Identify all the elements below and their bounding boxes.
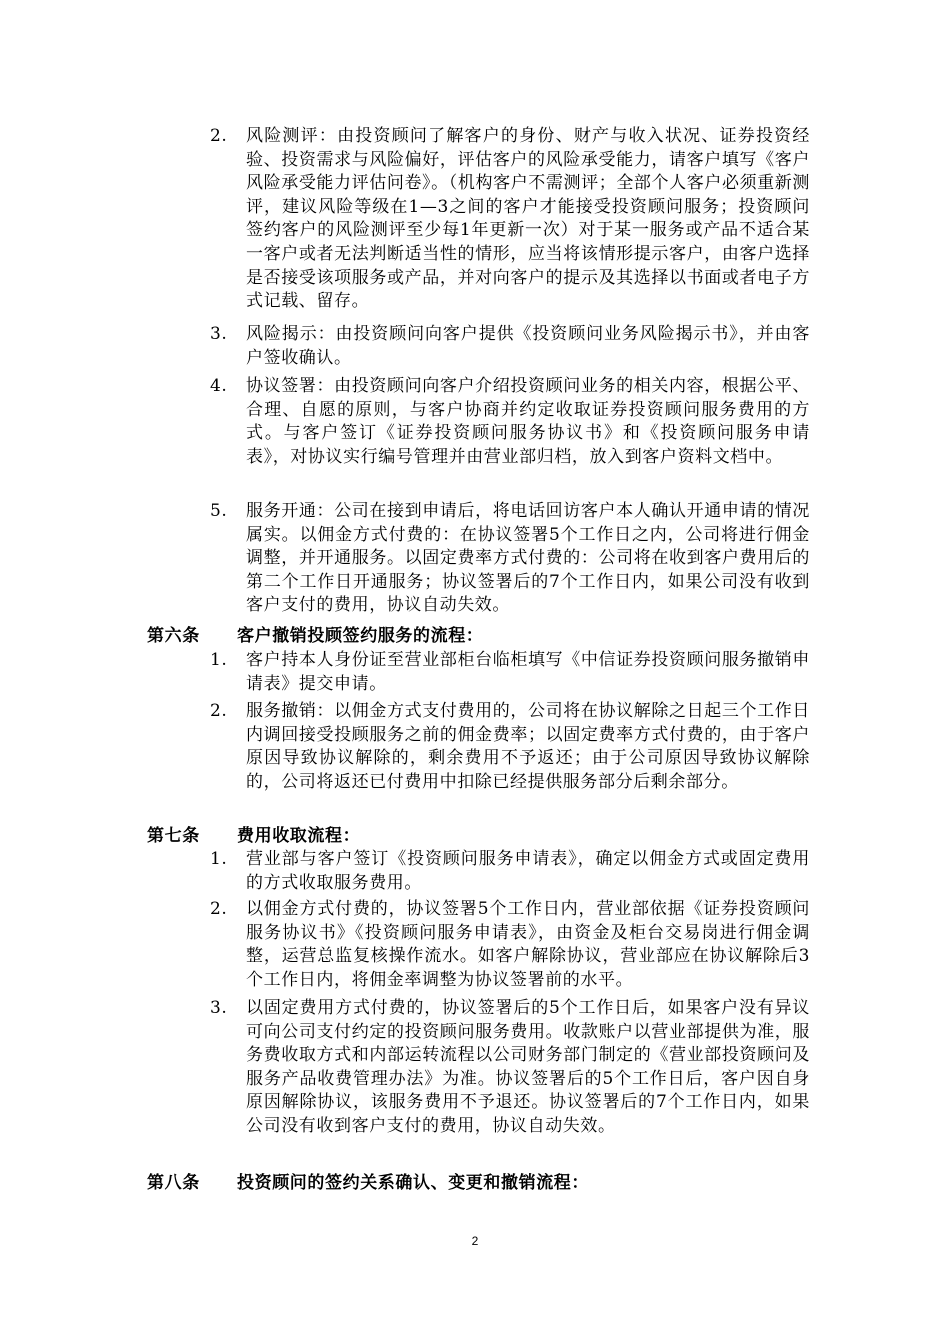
article-label: 第八条	[147, 1173, 200, 1193]
list-item-text: 客户持本人身份证至营业部柜台临柜填写《中信证券投资顾问服务撤销申请表》提交申请。	[246, 650, 810, 694]
list-item-number: 1.	[210, 650, 228, 670]
list-item-number: 3.	[210, 998, 228, 1018]
list-item-number: 2.	[210, 701, 228, 721]
list-item-service-cancellation	[210, 700, 810, 794]
article-title: 投资顾问的签约关系确认、变更和撤销流程：	[237, 1173, 589, 1193]
list-item-text: 风险揭示：由投资顾问向客户提供《投资顾问业务风险揭示书》，并由客户签收确认。	[246, 324, 810, 368]
list-item-commission-fee	[210, 898, 810, 992]
article-heading-8	[147, 1171, 807, 1195]
list-item-text: 服务撤销：以佣金方式支付费用的，公司将在协议解除之日起三个工作日内调回接受投顾服务之前的佣金费率；以固定费率方式付费的，由于客户原因导致协议解除的，剩余费用不予返还；由于公司原因导致协议解除的，公司将返还已付费用中扣除已经提供服务部分后剩余部分。	[246, 701, 810, 792]
list-item-text: 以固定费用方式付费的，协议签署后的5个工作日后，如果客户没有异议可向公司支付约定的投资顾问服务费用。收款账户以营业部提供为准，服务费收取方式和内部运转流程以公司财务部门制定的《营业部投资顾问及服务产品收费管理办法》为准。协议签署后的5个工作日后，客户因自身原因解除协议，该服务费用不予退还。协议签署后的7个工作日内，如果公司没有收到客户支付的费用，协议自动失效。	[246, 998, 810, 1136]
list-item-text: 风险测评：由投资顾问了解客户的身份、财产与收入状况、证券投资经验、投资需求与风险偏好，评估客户的风险承受能力，请客户填写《客户风险承受能力评估问卷》。（机构客户不需测评；全部个人客户必须重新测评，建议风险等级在1—3之间的客户才能接受投资顾问服务；投资顾问签约客户的风险测评至少每1年更新一次）对于某一服务或产品不适合某一客户或者无法判断适当性的情形，应当将该情形提示客户，由客户选择是否接受该项服务或产品，并对向客户的提示及其选择以书面或者电子方式记载、留存。	[246, 126, 810, 312]
list-item-number: 2.	[210, 899, 228, 919]
list-item-number: 3.	[210, 324, 228, 344]
list-item-service-activation	[210, 500, 810, 618]
article-title: 费用收取流程：	[237, 826, 361, 846]
page-number: 2	[471, 1234, 479, 1248]
list-item-number: 5.	[210, 501, 228, 521]
list-item-risk-disclosure	[210, 323, 810, 370]
article-label: 第六条	[147, 626, 200, 646]
article-label: 第七条	[147, 826, 200, 846]
list-item-fixed-fee	[210, 997, 810, 1139]
list-item-risk-assessment	[210, 125, 810, 314]
list-item-cancel-request	[210, 649, 810, 696]
list-item-text: 服务开通：公司在接到申请后，将电话回访客户本人确认开通申请的情况属实。以佣金方式付费的：在协议签署5个工作日之内，公司将进行佣金调整，并开通服务。以固定费率方式付费的：公司将在收到客户费用后的第二个工作日开通服务；协议签署后的7个工作日内，如果公司没有收到客户支付的费用，协议自动失效。	[246, 501, 810, 616]
list-item-fee-agreement	[210, 848, 810, 895]
list-item-text: 协议签署：由投资顾问向客户介绍投资顾问业务的相关内容，根据公平、合理、自愿的原则，与客户协商并约定收取证券投资顾问服务费用的方式。与客户签订《证券投资顾问服务协议书》和《投资顾问服务申请表》，对协议实行编号管理并由营业部归档，放入到客户资料文档中。	[246, 376, 810, 467]
article-heading-7	[147, 824, 807, 848]
list-item-number: 1.	[210, 849, 228, 869]
list-item-text: 以佣金方式付费的，协议签署5个工作日内，营业部依据《证券投资顾问服务协议书》《投资顾问服务申请表》，由资金及柜台交易岗进行佣金调整，运营总监复核操作流水。如客户解除协议，营业部应在协议解除后3个工作日内，将佣金率调整为协议签署前的水平。	[246, 899, 810, 990]
article-title: 客户撤销投顾签约服务的流程：	[237, 626, 484, 646]
list-item-agreement-signing	[210, 375, 810, 469]
list-item-number: 2.	[210, 126, 228, 146]
list-item-text: 营业部与客户签订《投资顾问服务申请表》，确定以佣金方式或固定费用的方式收取服务费用。	[246, 849, 810, 893]
list-item-number: 4.	[210, 376, 228, 396]
article-heading-6	[147, 624, 807, 648]
